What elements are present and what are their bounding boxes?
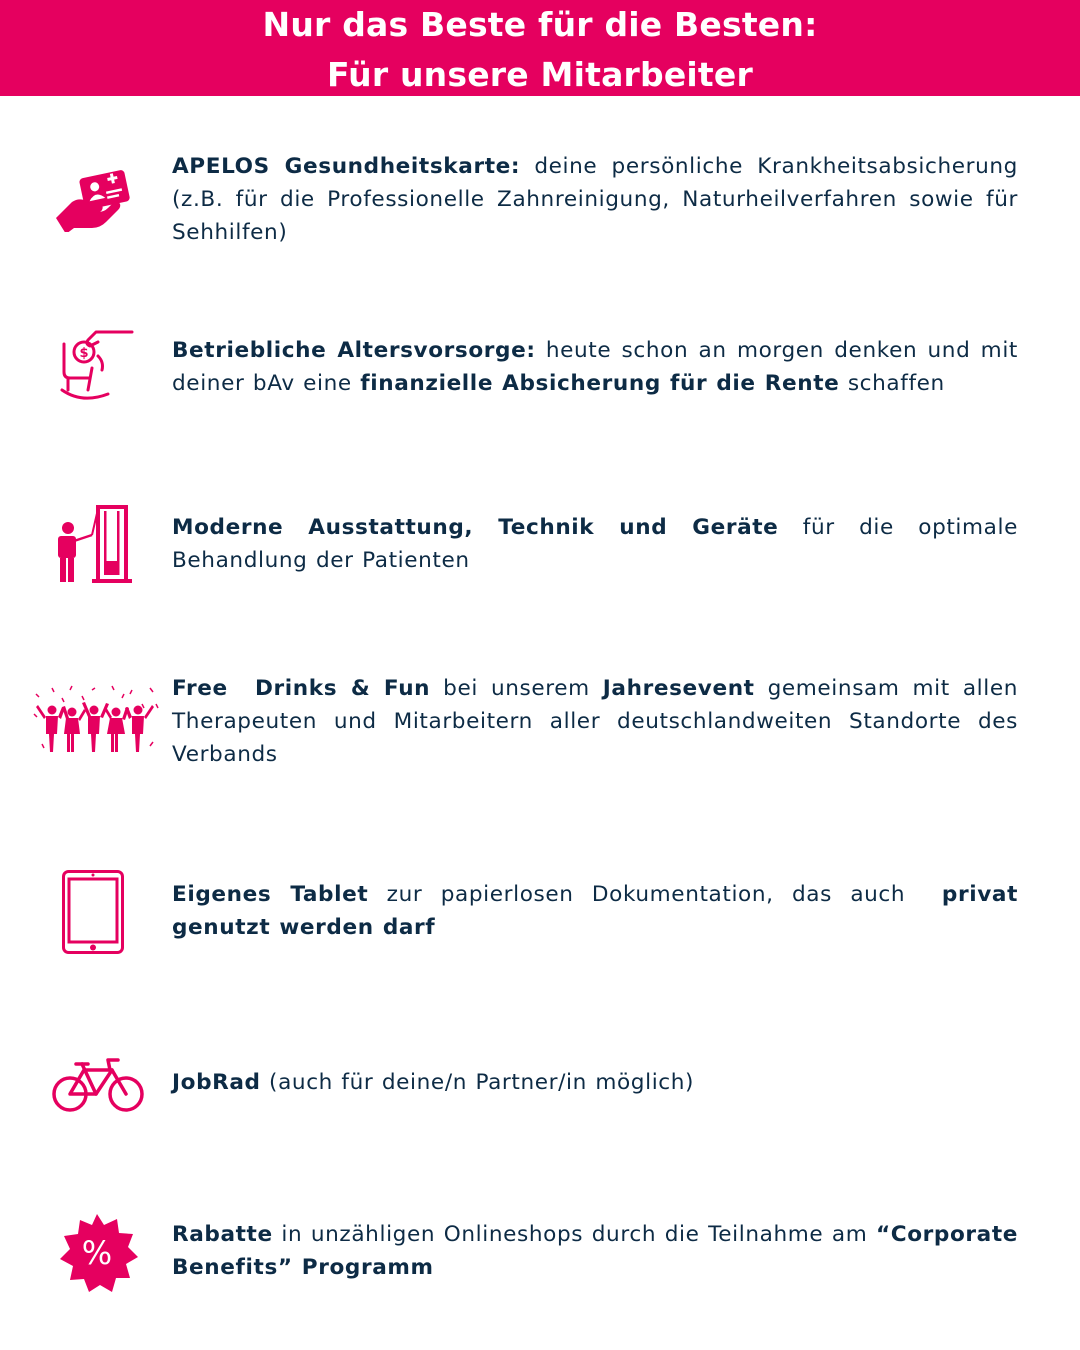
badge-symbol: %	[81, 1234, 113, 1272]
benefit-text	[172, 511, 1018, 577]
header-title-line-1: Nur das Beste für die Besten:	[262, 5, 818, 44]
header-title-line-2: Für unsere Mitarbeiter	[327, 55, 753, 94]
benefit-description: für die optimale Behandlung der Patienten	[172, 515, 1018, 573]
benefit-text	[172, 1066, 1018, 1099]
benefit-description-end: schaffen	[839, 371, 945, 396]
benefit-text	[172, 672, 1018, 771]
benefit-title: Rabatte	[172, 1222, 273, 1247]
benefit-title: Eigenes Tablet	[172, 882, 369, 907]
svg-text:$: $	[79, 346, 89, 361]
benefit-text	[172, 334, 1018, 400]
benefit-title: Betriebliche Altersvorsorge:	[172, 338, 536, 363]
benefit-description: zur papierlosen Dokumentation, das auch	[368, 882, 942, 907]
benefit-highlight: “Corporate Benefits” Programm	[172, 1222, 1018, 1280]
discount-badge-icon	[56, 1212, 138, 1294]
pension-icon	[58, 330, 138, 404]
benefit-highlight: privat genutzt werden darf	[172, 882, 1019, 940]
benefit-text	[172, 1218, 1018, 1284]
benefit-title: APELOS Gesundheitskarte:	[172, 154, 521, 179]
tablet-icon	[62, 870, 124, 954]
benefit-description: in unzähligen Onlineshops durch die Teilnahme am	[272, 1222, 876, 1247]
benefit-description: heute schon an morgen denken und mit deiner bAv eine	[172, 338, 1018, 396]
benefit-description: bei unserem	[430, 676, 603, 701]
benefit-description: deine persönliche Krankheitsabsicherung (z.B. für die Professionelle Zahnreinigung, Naturheilverfahren sowie für Sehhilfen)	[172, 154, 1018, 245]
party-people-icon	[32, 684, 160, 760]
benefit-highlight: finanzielle Absicherung für die Rente	[360, 371, 840, 396]
health-card-icon	[54, 168, 130, 232]
benefit-description: (auch für deine/n Partner/in möglich)	[260, 1070, 695, 1095]
benefit-highlight: Jahresevent	[602, 676, 755, 701]
benefit-text	[172, 150, 1018, 249]
training-equipment-icon	[54, 503, 132, 585]
benefit-text	[172, 878, 1018, 944]
page-header	[0, 0, 1080, 96]
benefit-title: Free Drinks & Fun	[172, 676, 431, 701]
benefit-title: JobRad	[172, 1070, 261, 1095]
benefit-description-end: gemeinsam mit allen Therapeuten und Mitarbeitern aller deutschlandweiten Standorte des Verbands	[172, 676, 1019, 767]
bicycle-icon	[52, 1052, 144, 1114]
benefit-title: Moderne Ausstattung, Technik und Geräte	[172, 515, 779, 540]
